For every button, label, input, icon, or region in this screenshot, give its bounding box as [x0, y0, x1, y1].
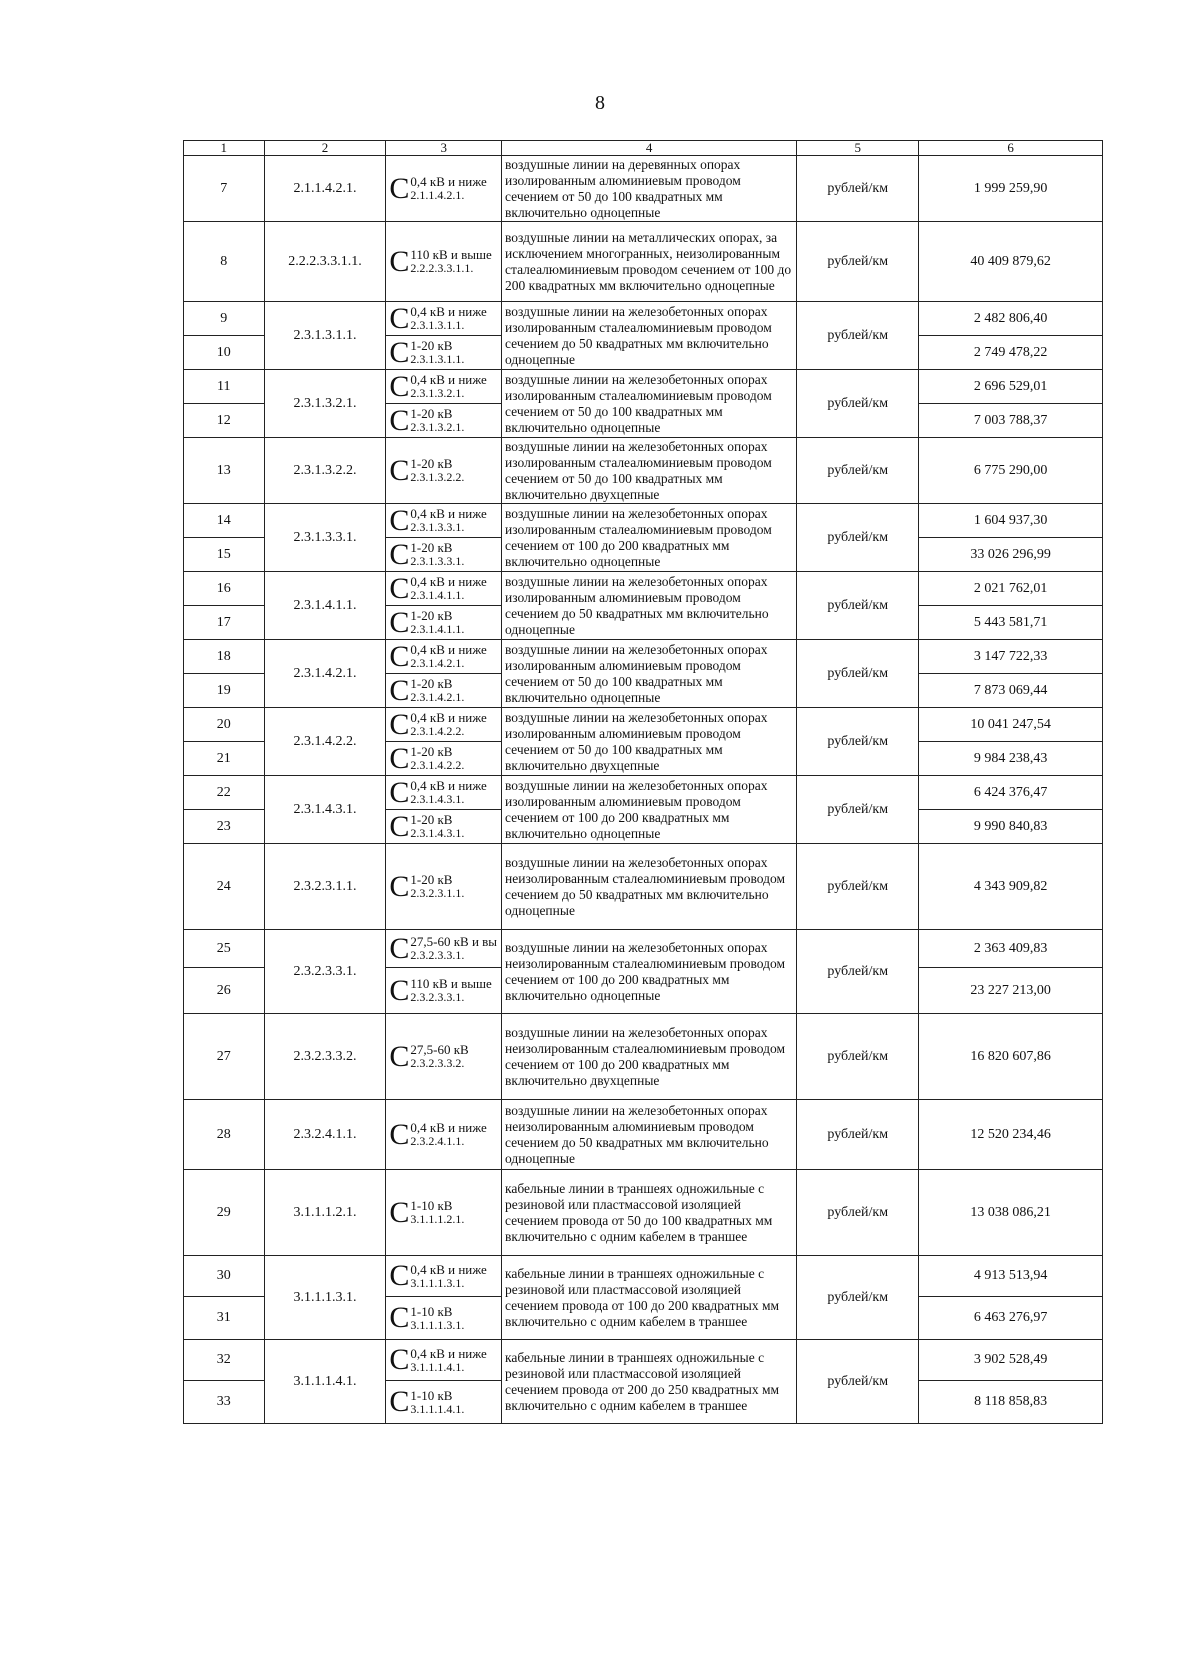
rate-symbol-cell: [386, 156, 502, 222]
row-number: 10: [184, 336, 265, 370]
rate-symbol-letter: C: [389, 973, 410, 1007]
rate-value: 23 227 213,00: [919, 968, 1103, 1014]
rate-symbol-letter: C: [389, 1343, 410, 1376]
indicator-code: 2.3.1.3.2.1.: [264, 370, 386, 438]
rate-symbol-letter: C: [389, 1259, 410, 1292]
rate-symbol-cell: [386, 930, 502, 968]
table-row: [184, 1340, 1103, 1381]
rate-symbol-voltage: 1-10 кВ: [410, 1198, 453, 1213]
rate-value: 9 990 840,83: [919, 810, 1103, 844]
line-description: воздушные линии на железобетонных опорах изолированным алюминиевым проводом сечением от 50 до 100 квадратных мм включительно одноцепные: [502, 640, 797, 708]
rate-symbol: [389, 571, 487, 605]
rate-symbol-letter: C: [389, 335, 410, 369]
rate-symbol-cell: [386, 968, 502, 1014]
rate-symbol: [389, 301, 487, 335]
rate-symbol-voltage: 0,4 кВ и ниже: [410, 642, 487, 657]
row-number: 8: [184, 222, 265, 302]
unit-of-measure: рублей/км: [797, 1170, 919, 1256]
row-number: 21: [184, 742, 265, 776]
rate-symbol-code: 3.1.1.1.3.1.: [410, 1317, 465, 1332]
rate-symbol-cell: [386, 1100, 502, 1170]
rate-symbol-indices: [410, 1347, 486, 1374]
rate-symbol-cell: [386, 1014, 502, 1100]
rate-symbol-letter: C: [389, 244, 410, 278]
rate-symbol-letter: C: [389, 403, 410, 437]
rate-symbol-cell: [386, 222, 502, 302]
column-number: 2: [264, 141, 386, 156]
rate-symbol-letter: C: [389, 1301, 410, 1334]
rate-symbol: [389, 453, 465, 487]
rate-symbol-code: 2.3.1.3.2.1.: [410, 420, 465, 434]
column-number: 1: [184, 141, 265, 156]
rate-symbol-code: 3.1.1.1.4.1.: [410, 1401, 465, 1416]
rate-value: 16 820 607,86: [919, 1014, 1103, 1100]
rate-symbol-code: 2.3.1.4.1.1.: [410, 622, 465, 636]
rate-symbol-cell: [386, 810, 502, 844]
row-number: 14: [184, 504, 265, 538]
rate-symbol-code: 2.3.1.4.3.1.: [410, 792, 465, 806]
table-row: [184, 1170, 1103, 1256]
rate-symbol-letter: C: [389, 809, 410, 843]
rate-symbol-letter: C: [389, 171, 410, 205]
table-row: [184, 156, 1103, 222]
rate-symbol-cell: [386, 640, 502, 674]
rate-symbol-code: 2.3.1.3.3.1.: [410, 520, 465, 534]
rate-symbol-code: 2.3.2.3.3.1.: [410, 948, 465, 962]
rate-symbol-cell: [386, 504, 502, 538]
unit-of-measure: рублей/км: [797, 156, 919, 222]
rate-symbol-cell: [386, 674, 502, 708]
rate-symbol-voltage: 1-20 кВ: [410, 676, 453, 691]
rate-symbol-indices: [410, 1121, 486, 1148]
rate-value: 40 409 879,62: [919, 222, 1103, 302]
rate-symbol: [389, 869, 465, 903]
column-number: 5: [797, 141, 919, 156]
rate-value: 8 118 858,83: [919, 1381, 1103, 1424]
rate-symbol-voltage: 110 кВ и выше: [410, 247, 492, 262]
rate-symbol-indices: [410, 373, 486, 400]
rate-symbol-letter: C: [389, 869, 410, 903]
unit-of-measure: рублей/км: [797, 930, 919, 1014]
table-row: [184, 370, 1103, 404]
rate-symbol-letter: C: [389, 1039, 410, 1073]
rate-symbol-indices: [410, 248, 491, 275]
indicator-code: 3.1.1.1.4.1.: [264, 1340, 386, 1424]
rate-symbol: [389, 1195, 465, 1229]
line-description: воздушные линии на железобетонных опорах изолированным сталеалюминиевым проводом сечением от 50 до 100 квадратных мм включительно двухцепные: [502, 438, 797, 504]
indicator-code: 2.3.1.3.3.1.: [264, 504, 386, 572]
table-row: [184, 572, 1103, 606]
line-description: воздушные линии на железобетонных опорах изолированным алюминиевым проводом сечением от 100 до 200 квадратных мм включительно одноцепные: [502, 776, 797, 844]
rate-symbol-code: 2.3.1.4.2.1.: [410, 690, 465, 704]
rate-symbol-code: 2.3.2.3.3.2.: [410, 1056, 465, 1070]
indicator-code: 2.3.1.3.1.1.: [264, 302, 386, 370]
rate-symbol: [389, 673, 465, 707]
rate-symbol-cell: [386, 844, 502, 930]
rate-symbol-voltage: 0,4 кВ и ниже: [410, 506, 487, 521]
rate-symbol-letter: C: [389, 1195, 410, 1229]
line-description: воздушные линии на металлических опорах, за исключением многогранных, неизолированным сталеалюминиевым проводом сечением от 100 до 200 квадратных мм включительно одноцепные: [502, 222, 797, 302]
rate-symbol-letter: C: [389, 639, 410, 673]
rate-symbol-cell: [386, 336, 502, 370]
unit-of-measure: рублей/км: [797, 844, 919, 930]
row-number: 23: [184, 810, 265, 844]
indicator-code: 2.3.2.3.1.1.: [264, 844, 386, 930]
rate-symbol-voltage: 27,5-60 кВ и вы: [410, 934, 498, 949]
indicator-code: 2.3.2.3.3.2.: [264, 1014, 386, 1100]
rate-value: 2 021 762,01: [919, 572, 1103, 606]
table-row: [184, 930, 1103, 968]
unit-of-measure: рублей/км: [797, 438, 919, 504]
rate-symbol-cell: [386, 370, 502, 404]
rate-symbol-cell: [386, 708, 502, 742]
table-row: [184, 222, 1103, 302]
rate-symbol-voltage: 1-20 кВ: [410, 456, 453, 471]
unit-of-measure: рублей/км: [797, 572, 919, 640]
rate-symbol: [389, 369, 487, 403]
table-row: [184, 438, 1103, 504]
indicator-code: 2.3.1.4.3.1.: [264, 776, 386, 844]
table-row: [184, 302, 1103, 336]
line-description: воздушные линии на железобетонных опорах неизолированным алюминиевым проводом сечением до 50 квадратных мм включительно одноцепные: [502, 1100, 797, 1170]
rate-symbol: [389, 809, 465, 843]
rate-symbol-voltage: 0,4 кВ и ниже: [410, 574, 487, 589]
rate-symbol: [389, 403, 465, 437]
indicator-code: 2.2.2.3.3.1.1.: [264, 222, 386, 302]
rate-symbol-indices: [410, 977, 491, 1004]
rate-symbol-indices: [410, 609, 464, 636]
table-row: [184, 1256, 1103, 1297]
rate-symbol-letter: C: [389, 503, 410, 537]
rate-symbol: [389, 639, 487, 673]
rate-symbol-indices: [410, 779, 486, 806]
rate-symbol-cell: [386, 302, 502, 336]
rate-symbol-voltage: 27,5-60 кВ: [410, 1042, 469, 1057]
line-description: воздушные линии на железобетонных опорах изолированным сталеалюминиевым проводом сечением от 100 до 200 квадратных мм включительно одноцепные: [502, 504, 797, 572]
rate-symbol: [389, 1303, 464, 1333]
indicator-code: 2.3.2.3.3.1.: [264, 930, 386, 1014]
rate-symbol-indices: [410, 457, 464, 484]
unit-of-measure: рублей/км: [797, 1100, 919, 1170]
line-description: воздушные линии на железобетонных опорах изолированным алюминиевым проводом сечением до 50 квадратных мм включительно одноцепные: [502, 572, 797, 640]
row-number: 27: [184, 1014, 265, 1100]
rate-symbol-letter: C: [389, 1385, 410, 1418]
rate-value: 1 999 259,90: [919, 156, 1103, 222]
line-description: воздушные линии на железобетонных опорах неизолированным сталеалюминиевым проводом сечением от 100 до 200 квадратных мм включительно одноцепные: [502, 930, 797, 1014]
rate-symbol: [389, 707, 487, 741]
indicator-code: 3.1.1.1.2.1.: [264, 1170, 386, 1256]
rate-symbol-voltage: 0,4 кВ и ниже: [410, 710, 487, 725]
rate-symbol-cell: [386, 1381, 502, 1424]
rate-symbol-voltage: 1-20 кВ: [410, 812, 453, 827]
tariff-table-body: [184, 141, 1103, 1424]
rate-symbol-voltage: 0,4 кВ и ниже: [410, 304, 487, 319]
rate-symbol-code: 2.3.1.4.1.1.: [410, 588, 465, 602]
rate-symbol-indices: [410, 935, 497, 962]
rate-value: 6 463 276,97: [919, 1297, 1103, 1340]
line-description: воздушные линии на железобетонных опорах изолированным алюминиевым проводом сечением от 50 до 100 квадратных мм включительно двухцепные: [502, 708, 797, 776]
row-number: 17: [184, 606, 265, 640]
rate-symbol-voltage: 0,4 кВ и ниже: [410, 1120, 487, 1135]
table-row: [184, 708, 1103, 742]
rate-value: 6 424 376,47: [919, 776, 1103, 810]
rate-symbol: [389, 973, 492, 1007]
line-description: кабельные линии в траншеях одножильные с резиновой или пластмассовой изоляцией сечением провода от 100 до 200 квадратных мм включительно с одним кабелем в траншее: [502, 1256, 797, 1340]
rate-value: 10 041 247,54: [919, 708, 1103, 742]
indicator-code: 3.1.1.1.3.1.: [264, 1256, 386, 1340]
rate-symbol-indices: [410, 643, 486, 670]
rate-value: 2 749 478,22: [919, 336, 1103, 370]
rate-symbol: [389, 335, 465, 369]
rate-value: 3 902 528,49: [919, 1340, 1103, 1381]
row-number: 22: [184, 776, 265, 810]
row-number: 30: [184, 1256, 265, 1297]
table-row: [184, 844, 1103, 930]
rate-value: 9 984 238,43: [919, 742, 1103, 776]
column-number: 4: [502, 141, 797, 156]
rate-value: 7 003 788,37: [919, 404, 1103, 438]
rate-symbol-code: 2.3.1.4.3.1.: [410, 826, 465, 840]
rate-symbol-voltage: 0,4 кВ и ниже: [410, 1345, 487, 1361]
rate-value: 5 443 581,71: [919, 606, 1103, 640]
row-number: 16: [184, 572, 265, 606]
rate-symbol-indices: [410, 339, 464, 366]
row-number: 31: [184, 1297, 265, 1340]
rate-symbol-indices: [410, 1305, 464, 1332]
rate-symbol-letter: C: [389, 931, 410, 965]
rate-symbol-indices: [410, 305, 486, 332]
rate-value: 4 343 909,82: [919, 844, 1103, 930]
rate-symbol-code: 3.1.1.1.2.1.: [410, 1212, 465, 1226]
rate-value: 2 363 409,83: [919, 930, 1103, 968]
rate-symbol-code: 2.3.1.3.2.1.: [410, 386, 465, 400]
rate-symbol-cell: [386, 606, 502, 640]
rate-symbol-voltage: 0,4 кВ и ниже: [410, 174, 487, 189]
rate-symbol-voltage: 0,4 кВ и ниже: [410, 1261, 487, 1277]
line-description: воздушные линии на деревянных опорах изолированным алюминиевым проводом сечением от 50 до 100 квадратных мм включительно одноцепные: [502, 156, 797, 222]
unit-of-measure: рублей/км: [797, 1014, 919, 1100]
rate-symbol-cell: [386, 538, 502, 572]
rate-symbol: [389, 503, 487, 537]
rate-symbol-voltage: 1-20 кВ: [410, 872, 453, 887]
rate-symbol: [389, 1261, 486, 1291]
line-description: воздушные линии на железобетонных опорах неизолированным сталеалюминиевым проводом сечением от 100 до 200 квадратных мм включительно двухцепные: [502, 1014, 797, 1100]
row-number: 13: [184, 438, 265, 504]
rate-symbol-indices: [410, 1043, 468, 1070]
row-number: 29: [184, 1170, 265, 1256]
tariff-table: [183, 140, 1103, 1424]
table-row: [184, 640, 1103, 674]
rate-symbol-indices: [410, 175, 486, 202]
rate-symbol-code: 2.3.1.3.1.1.: [410, 352, 465, 366]
rate-symbol-indices: [410, 407, 464, 434]
rate-symbol-voltage: 0,4 кВ и ниже: [410, 372, 487, 387]
rate-symbol-code: 2.1.1.4.2.1.: [410, 188, 465, 202]
unit-of-measure: рублей/км: [797, 222, 919, 302]
rate-symbol-code: 2.3.1.3.3.1.: [410, 554, 465, 568]
rate-symbol-voltage: 1-20 кВ: [410, 338, 453, 353]
table-row: [184, 1014, 1103, 1100]
row-number: 18: [184, 640, 265, 674]
line-description: воздушные линии на железобетонных опорах изолированным сталеалюминиевым проводом сечением от 50 до 100 квадратных мм включительно одноцепные: [502, 370, 797, 438]
rate-value: 2 696 529,01: [919, 370, 1103, 404]
rate-symbol-indices: [410, 541, 464, 568]
rate-symbol-letter: C: [389, 707, 410, 741]
rate-value: 7 873 069,44: [919, 674, 1103, 708]
rate-symbol-letter: C: [389, 775, 410, 809]
rate-symbol: [389, 1039, 469, 1073]
column-number-row: [184, 141, 1103, 156]
rate-symbol-code: 3.1.1.1.4.1.: [410, 1359, 465, 1374]
row-number: 20: [184, 708, 265, 742]
rate-symbol-indices: [410, 813, 464, 840]
table-row: [184, 1100, 1103, 1170]
rate-value: 1 604 937,30: [919, 504, 1103, 538]
rate-value: 12 520 234,46: [919, 1100, 1103, 1170]
row-number: 19: [184, 674, 265, 708]
rate-symbol: [389, 931, 498, 965]
rate-symbol-cell: [386, 438, 502, 504]
rate-symbol-indices: [410, 1199, 464, 1226]
rate-symbol-voltage: 1-20 кВ: [410, 744, 453, 759]
unit-of-measure: рублей/км: [797, 302, 919, 370]
rate-symbol-letter: C: [389, 571, 410, 605]
page-number: 8: [595, 92, 605, 114]
rate-value: 4 913 513,94: [919, 1256, 1103, 1297]
rate-symbol-letter: C: [389, 537, 410, 571]
rate-symbol-indices: [410, 677, 464, 704]
rate-symbol-indices: [410, 1389, 464, 1416]
rate-symbol: [389, 775, 487, 809]
rate-symbol-code: 3.1.1.1.3.1.: [410, 1275, 465, 1290]
rate-value: 2 482 806,40: [919, 302, 1103, 336]
unit-of-measure: рублей/км: [797, 504, 919, 572]
rate-symbol: [389, 1387, 464, 1417]
rate-value: 3 147 722,33: [919, 640, 1103, 674]
rate-symbol-indices: [410, 507, 486, 534]
rate-symbol-indices: [410, 873, 464, 900]
rate-symbol: [389, 1117, 487, 1151]
column-number: 6: [919, 141, 1103, 156]
row-number: 28: [184, 1100, 265, 1170]
line-description: кабельные линии в траншеях одножильные с резиновой или пластмассовой изоляцией сечением провода от 200 до 250 квадратных мм включительно с одним кабелем в траншее: [502, 1340, 797, 1424]
rate-symbol-code: 2.3.2.3.1.1.: [410, 886, 465, 900]
unit-of-measure: рублей/км: [797, 370, 919, 438]
unit-of-measure: рублей/км: [797, 1340, 919, 1424]
rate-symbol-letter: C: [389, 1117, 410, 1151]
indicator-code: 2.3.1.4.2.2.: [264, 708, 386, 776]
unit-of-measure: рублей/км: [797, 1256, 919, 1340]
unit-of-measure: рублей/км: [797, 708, 919, 776]
table-row: [184, 504, 1103, 538]
row-number: 32: [184, 1340, 265, 1381]
indicator-code: 2.1.1.4.2.1.: [264, 156, 386, 222]
row-number: 12: [184, 404, 265, 438]
rate-symbol-cell: [386, 1256, 502, 1297]
rate-symbol: [389, 1345, 486, 1375]
rate-symbol-code: 2.3.2.4.1.1.: [410, 1134, 465, 1148]
rate-symbol-cell: [386, 742, 502, 776]
row-number: 25: [184, 930, 265, 968]
rate-symbol-letter: C: [389, 741, 410, 775]
indicator-code: 2.3.1.3.2.2.: [264, 438, 386, 504]
rate-symbol-indices: [410, 745, 464, 772]
rate-symbol-cell: [386, 404, 502, 438]
rate-symbol-letter: C: [389, 453, 410, 487]
row-number: 7: [184, 156, 265, 222]
unit-of-measure: рублей/км: [797, 640, 919, 708]
row-number: 11: [184, 370, 265, 404]
rate-symbol-indices: [410, 1263, 486, 1290]
row-number: 24: [184, 844, 265, 930]
rate-symbol: [389, 244, 492, 278]
rate-symbol: [389, 741, 465, 775]
rate-symbol-voltage: 1-10 кВ: [410, 1387, 453, 1403]
rate-symbol: [389, 171, 487, 205]
rate-value: 33 026 296,99: [919, 538, 1103, 572]
rate-symbol-indices: [410, 711, 486, 738]
line-description: воздушные линии на железобетонных опорах изолированным сталеалюминиевым проводом сечением до 50 квадратных мм включительно одноцепные: [502, 302, 797, 370]
rate-symbol-voltage: 0,4 кВ и ниже: [410, 778, 487, 793]
rate-symbol-letter: C: [389, 605, 410, 639]
rate-symbol-code: 2.3.1.4.2.1.: [410, 656, 465, 670]
rate-symbol-code: 2.2.2.3.3.1.1.: [410, 261, 474, 275]
indicator-code: 2.3.2.4.1.1.: [264, 1100, 386, 1170]
indicator-code: 2.3.1.4.2.1.: [264, 640, 386, 708]
row-number: 33: [184, 1381, 265, 1424]
unit-of-measure: рублей/км: [797, 776, 919, 844]
column-number: 3: [386, 141, 502, 156]
rate-symbol-cell: [386, 1297, 502, 1340]
rate-symbol-indices: [410, 575, 486, 602]
rate-symbol-voltage: 1-20 кВ: [410, 540, 453, 555]
row-number: 15: [184, 538, 265, 572]
line-description: кабельные линии в траншеях одножильные с резиновой или пластмассовой изоляцией сечением провода от 50 до 100 квадратных мм включительно с одним кабелем в траншее: [502, 1170, 797, 1256]
rate-symbol-cell: [386, 776, 502, 810]
rate-symbol-letter: C: [389, 301, 410, 335]
row-number: 26: [184, 968, 265, 1014]
rate-symbol-letter: C: [389, 673, 410, 707]
rate-symbol-voltage: 1-20 кВ: [410, 406, 453, 421]
table-row: [184, 776, 1103, 810]
rate-symbol-voltage: 1-10 кВ: [410, 1303, 453, 1319]
rate-symbol-cell: [386, 572, 502, 606]
rate-symbol-code: 2.3.2.3.3.1.: [410, 990, 465, 1004]
rate-symbol-voltage: 110 кВ и выше: [410, 976, 492, 991]
rate-value: 6 775 290,00: [919, 438, 1103, 504]
rate-value: 13 038 086,21: [919, 1170, 1103, 1256]
line-description: воздушные линии на железобетонных опорах неизолированным сталеалюминиевым проводом сечением до 50 квадратных мм включительно одноцепные: [502, 844, 797, 930]
rate-symbol-cell: [386, 1340, 502, 1381]
rate-symbol: [389, 537, 465, 571]
indicator-code: 2.3.1.4.1.1.: [264, 572, 386, 640]
rate-symbol-code: 2.3.1.4.2.2.: [410, 724, 465, 738]
row-number: 9: [184, 302, 265, 336]
rate-symbol-voltage: 1-20 кВ: [410, 608, 453, 623]
rate-symbol-code: 2.3.1.3.1.1.: [410, 318, 465, 332]
rate-symbol-letter: C: [389, 369, 410, 403]
rate-symbol-code: 2.3.1.4.2.2.: [410, 758, 465, 772]
rate-symbol: [389, 605, 465, 639]
rate-symbol-code: 2.3.1.3.2.2.: [410, 470, 465, 484]
rate-symbol-cell: [386, 1170, 502, 1256]
